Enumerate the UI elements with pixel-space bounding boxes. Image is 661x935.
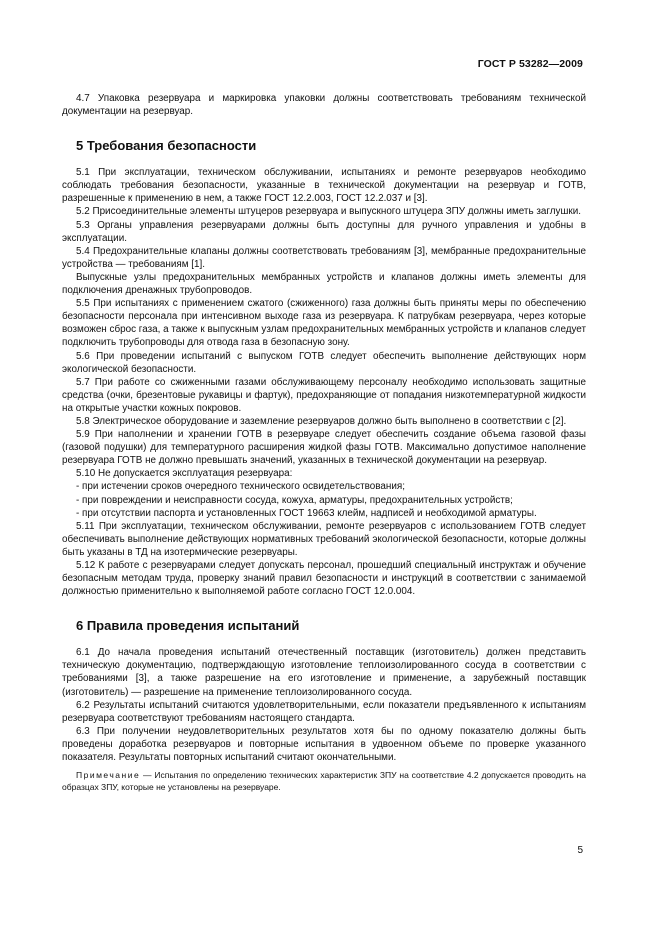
paragraph: 5.2 Присоединительные элементы штуцеров резервуара и выпускного штуцера ЗПУ должны иметь заглушки.	[76, 206, 581, 218]
paragraph: 5.3 Органы управления резервуарами должны быть доступны для ручного управления и удобны в эксплуатации.	[62, 219, 586, 244]
paragraph: 5.8 Электрическое оборудование и заземление резервуаров должно быть выполнено в соответствии с [2].	[76, 415, 567, 427]
list-item: - при отсутствии паспорта и установленных ГОСТ 19663 клейм, надписей и необходимой арматуры.	[76, 507, 537, 519]
list-item: - при истечении сроков очередного технического освидетельствования;	[76, 481, 405, 493]
section-5-body	[62, 166, 586, 598]
page-content	[62, 92, 586, 793]
paragraph: 5.7 При работе со сжиженными газами обслуживающему персоналу необходимо использовать защитные средства (очки, брезентовые рукавицы и фартук), предохраняющие от попадания низкотемпературной жидкости на открытые участки кожных покровов.	[62, 376, 586, 414]
paragraph: Выпускные узлы предохранительных мембранных устройств и клапанов должны иметь элементы для подключения дренажных трубопроводов.	[62, 271, 586, 297]
document-header: ГОСТ Р 53282—2009	[477, 58, 583, 70]
paragraph: 5.11 При эксплуатации, техническом обслуживании, ремонте резервуаров с использованием ГОТВ следует обеспечивать выполнение действующих нормативных требований экологической безопасности, которые должны быть указаны в ТД на изотермические резервуары.	[62, 520, 586, 558]
paragraph: 5.4 Предохранительные клапаны должны соответствовать требованиям [3], мембранные предохранительные устройства — требованиям [1].	[62, 245, 586, 270]
paragraph: 5.6 При проведении испытаний с выпуском ГОТВ следует обеспечить выполнение действующих норм экологической безопасности.	[62, 350, 586, 375]
paragraph-4-7: 4.7 Упаковка резервуара и маркировка упаковки должны соответствовать требованиям технической документации на резервуар.	[62, 93, 586, 118]
paragraph: 6.1 До начала проведения испытаний отечественный поставщик (изготовитель) должен представить техническую документацию, подтверждающую изготовление теплоизолированного сосуда в соответствии с требованиями [3], а также разрешение на его изготовление и применение, а зарубежный поставщик (изготовитель) — разрешение на применение теплоизолированного сосуда.	[62, 647, 586, 698]
note	[62, 769, 586, 793]
paragraph: 6.2 Результаты испытаний считаются удовлетворительными, если показатели предъявленного к испытаниям резервуара соответствуют требованиям настоящего стандарта.	[62, 699, 586, 724]
paragraph: 6.3 При получении неудовлетворительных результатов хотя бы по одному показателю должны быть проведены доработка резервуаров и повторные испытания в удвоенном объеме по проверке указанного показателя. Результаты повторных испытаний считают окончательными.	[62, 725, 586, 764]
paragraph: 5.1 При эксплуатации, техническом обслуживании, испытаниях и ремонте резервуаров необходимо соблюдать требования безопасности, указанные в технической документации на резервуар и ГОТВ, разрешенные к применению в нем, а также ГОСТ 12.2.003, ГОСТ 12.2.037 и [3].	[62, 167, 586, 205]
list-item: - при повреждении и неисправности сосуда, кожуха, арматуры, предохранительных устройств;	[76, 494, 513, 506]
section-6-title: 6 Правила проведения испытаний	[76, 618, 300, 634]
section-5-title: 5 Требования безопасности	[76, 138, 257, 154]
note-text: — Испытания по определению технических характеристик ЗПУ на соответствие 4.2 допускается проводить на образцах ЗПУ, которые не установлены на резервуаре.	[62, 770, 586, 793]
paragraph: 5.12 К работе с резервуарами следует допускать персонал, прошедший специальный инструктаж и обучение безопасным методам труда, проверку знаний правил безопасности и инструкций в соответствии с занимаемой должностью применительно к выполняемой работе согласно ГОСТ 12.0.004.	[62, 560, 586, 598]
paragraph: 5.9 При наполнении и хранении ГОТВ в резервуаре следует обеспечить создание объема газовой фазы (газовой подушки) для температурного расширения жидкой фазы ГОТВ. Максимально допустимое наполнение резервуара ГОТВ не должно превышать значений, указанных в технической документации на резервуар.	[62, 429, 586, 467]
paragraph: 5.5 При испытаниях с применением сжатого (сжиженного) газа должны быть приняты меры по обеспечению безопасности персонала при интенсивном выходе газа из резервуара. К патрубкам резервуара, через которые возможен сброс газа, а также к выпускным узлам предохранительных мембранных устройств и клапанов следует подключить трубопроводы для отвода газа в безопасную зону.	[62, 298, 586, 349]
section-6-body	[62, 646, 586, 793]
paragraph: 5.10 Не допускается эксплуатация резервуара:	[76, 468, 293, 480]
page-number: 5	[577, 845, 583, 856]
note-label: Примечание	[76, 770, 141, 781]
